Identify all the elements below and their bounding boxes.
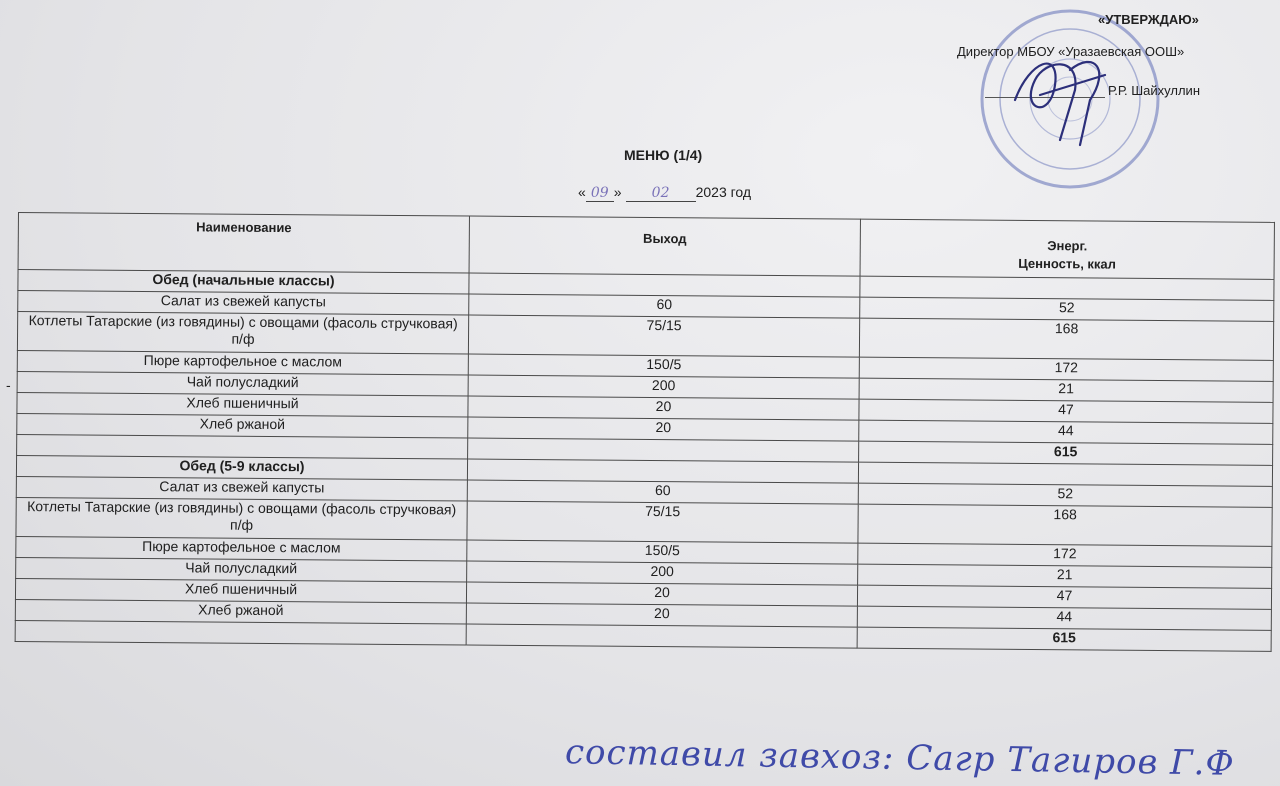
approval-title: «УТВЕРЖДАЮ» [1098,12,1199,27]
dish-name: Пюре картофельное с маслом [16,536,467,561]
dish-yield: 150/5 [467,540,858,564]
dish-name: Хлеб пшеничный [17,392,468,417]
dish-kcal: 47 [857,585,1271,609]
section-title: Обед (5-9 классы) [16,455,467,480]
dish-kcal: 168 [859,318,1273,360]
dish-name: Хлеб пшеничный [15,578,466,603]
dish-name: Котлеты Татарские (из говядины) с овощами (фасоль стручковая) п/ф [16,497,467,540]
dish-yield: 20 [468,417,859,441]
section-title: Обед (начальные классы) [18,270,469,295]
dish-name: Чай полусладкий [17,371,468,396]
menu-date [578,184,751,202]
dish-kcal: 47 [859,399,1273,423]
dish-name: Салат из свежей капусты [18,291,469,316]
dish-kcal: 52 [860,297,1274,321]
compiled-by-handwritten: составил завхоз: Сагр Тагиров Г.Ф [564,732,1236,784]
dish-name: Чай полусладкий [16,557,467,582]
dish-kcal: 21 [859,378,1273,402]
dish-yield: 75/15 [468,315,859,357]
empty-cell [468,438,859,462]
dish-name: Котлеты Татарские (из говядины) с овощами (фасоль стручковая) п/ф [17,312,468,355]
dish-yield: 75/15 [467,501,858,543]
dish-name: Пюре картофельное с маслом [17,350,468,375]
dish-name: Хлеб ржаной [15,599,466,624]
date-day: 09 [586,185,614,202]
approval-name: Р.Р. Шайхуллин [1108,83,1200,98]
table-body [15,270,1274,652]
margin-mark: - [6,377,11,393]
date-quote-close: » [613,184,622,200]
header-kcal: Энерг. Ценность, ккал [860,219,1274,279]
dish-kcal: 44 [859,420,1273,444]
header-name: Наименование [18,213,469,274]
dish-yield: 150/5 [468,354,859,378]
dish-yield: 200 [468,375,859,399]
empty-cell [15,620,466,645]
menu-title: МЕНЮ (1/4) [624,147,703,163]
empty-cell [467,459,858,483]
dish-kcal: 52 [858,483,1272,507]
dish-kcal: 172 [858,543,1272,567]
empty-cell [469,273,860,297]
section-total-kcal: 615 [859,441,1273,465]
dish-name: Хлеб ржаной [17,413,468,438]
table-header-row [18,213,1274,280]
dish-yield: 60 [469,294,860,318]
dish-kcal: 21 [858,564,1272,588]
dish-yield: 20 [466,582,857,606]
menu-table-wrapper [15,212,1274,652]
date-year: 2023 год [695,184,752,200]
dish-name: Салат из свежей капусты [16,476,467,501]
dish-kcal: 44 [857,606,1271,630]
empty-cell [466,624,857,648]
section-total-kcal: 615 [857,627,1271,651]
dish-yield: 60 [467,480,858,504]
header-yield: Выход [469,216,860,276]
date-quote-open: « [578,184,586,200]
dish-kcal: 172 [859,357,1273,381]
dish-kcal: 168 [858,504,1272,546]
date-month: 02 [626,185,696,202]
dish-yield: 20 [468,396,859,420]
director-signature [1000,40,1120,150]
dish-yield: 20 [466,603,857,627]
approval-director: Директор МБОУ «Уразаевская ООШ» [957,44,1185,59]
dish-yield: 200 [467,561,858,585]
menu-table [15,212,1275,652]
